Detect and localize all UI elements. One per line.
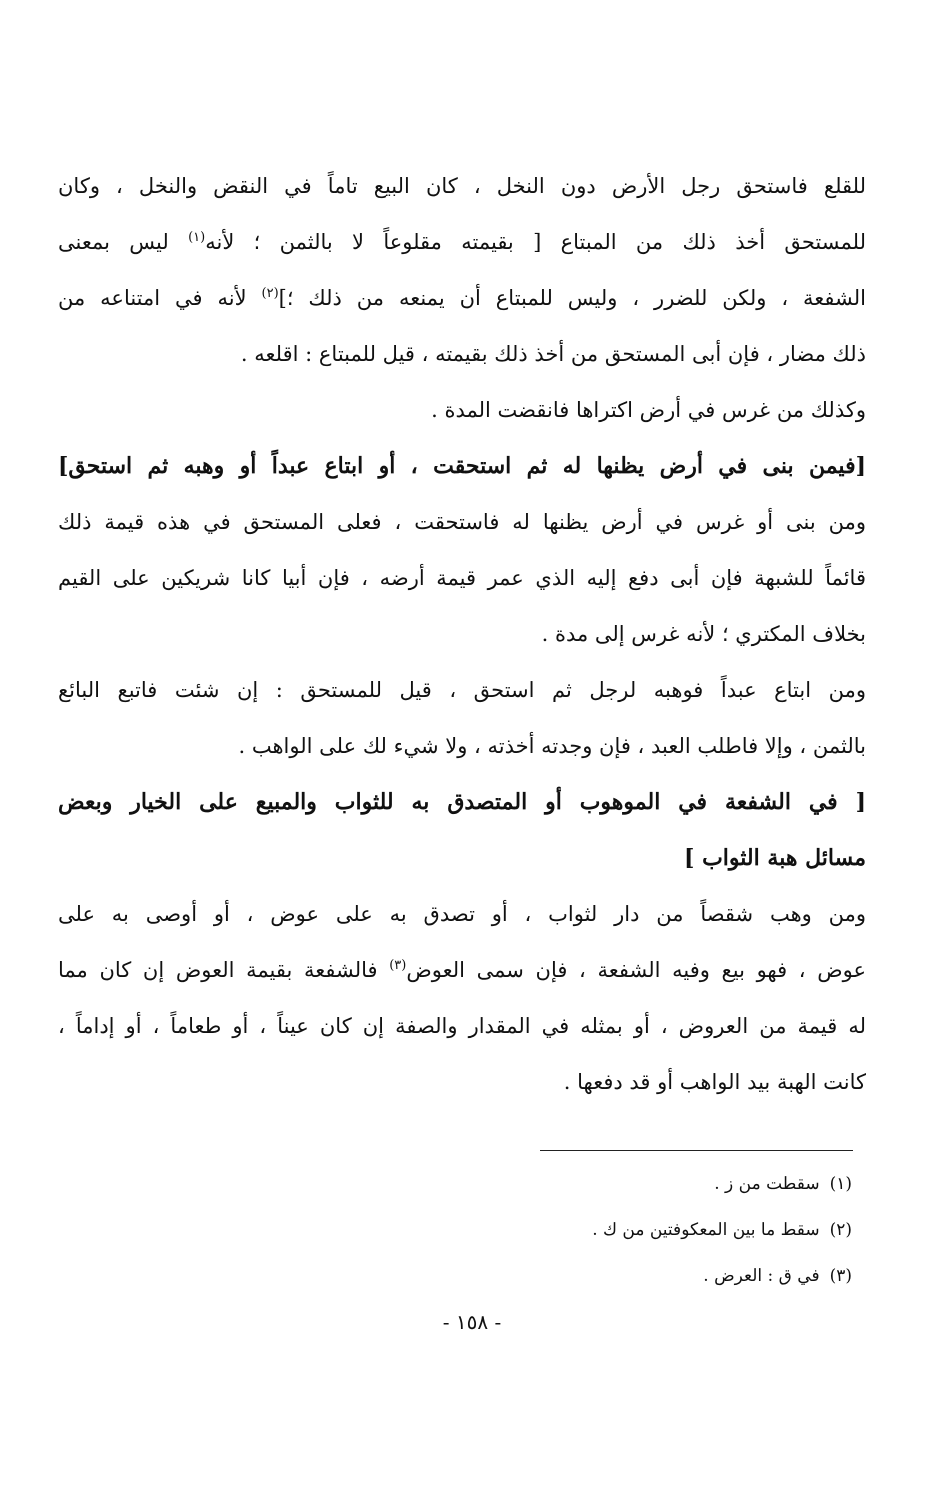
footnote-reference: (٣) [389, 958, 407, 973]
footnote [592, 1170, 852, 1216]
line-text: ومن ابتاع عبداً فوهبه لرجل ثم استحق ، قيل للمستحق : إن شئت فاتبع البائع [58, 678, 866, 702]
footnote-text: سقط ما بين المعكوفتين من ك . [592, 1220, 820, 1240]
line-text: له قيمة من العروض ، أو بمثله في المقدار والصفة إن كان عيناً ، أو طعاماً ، أو إداماً ، [58, 1014, 866, 1038]
line-text: للمستحق أخذ ذلك من المبتاع [ بقيمته مقلوعاً لا بالثمن ؛ لأنه [205, 230, 866, 254]
body-line [58, 158, 866, 214]
footnote-reference: (١) [188, 230, 206, 245]
footnote-number: (١) [829, 1174, 852, 1194]
footnotes [592, 1170, 852, 1308]
page-number: - ١٥٨ - [442, 1310, 502, 1334]
line-text: ومن بنى أو غرس في أرض يظنها له فاستحقت ، فعلى المستحق في هذه قيمة ذلك [58, 510, 866, 534]
line-text: للقلع فاستحق رجل الأرض دون النخل ، كان البيع تاماً في النقض والنخل ، وكان [58, 174, 866, 198]
body-line [58, 382, 866, 438]
line-text: كانت الهبة بيد الواهب أو قد دفعها . [563, 1070, 866, 1094]
footnote [592, 1216, 852, 1262]
body-line [58, 886, 866, 942]
line-text: وكذلك من غرس في أرض اكتراها فانقضت المدة . [431, 398, 866, 422]
line-text: عوض ، فهو بيع وفيه الشفعة ، فإن سمى العوض [406, 958, 866, 982]
body-line [58, 998, 866, 1054]
section-heading-line [58, 830, 866, 886]
footnote-reference: (٢) [261, 286, 279, 301]
body-line [58, 718, 866, 774]
body-line [58, 214, 866, 270]
section-heading-line [58, 438, 866, 494]
line-text: بخلاف المكتري ؛ لأنه غرس إلى مدة . [541, 622, 866, 646]
line-text-continued: لأنه في امتناعه من [58, 286, 262, 310]
body-text [58, 158, 866, 1110]
body-line [58, 494, 866, 550]
line-text: [فيمن بنى في أرض يظنها له ثم استحقت ، أو ابتاع عبداً أو وهبه ثم استحق] [58, 453, 866, 479]
body-line [58, 942, 866, 998]
footnote [592, 1262, 852, 1308]
line-text: قائماً للشبهة فإن أبى دفع إليه الذي عمر قيمة أرضه ، فإن أبيا كانا شريكين على القيم [58, 566, 866, 590]
body-line [58, 326, 866, 382]
line-text: [ في الشفعة في الموهوب أو المتصدق به للثواب والمبيع على الخيار وبعض [58, 789, 866, 815]
section-heading-line [58, 774, 866, 830]
footnote-number: (٣) [829, 1266, 852, 1286]
line-text: مسائل هبة الثواب ] [684, 845, 866, 871]
line-text-continued: ليس بمعنى [58, 230, 189, 254]
body-line [58, 606, 866, 662]
line-text: الشفعة ، ولكن للضرر ، وليس للمبتاع أن يمنعه من ذلك ؛] [278, 286, 866, 310]
line-text: ذلك مضار ، فإن أبى المستحق من أخذ ذلك بقيمته ، قيل للمبتاع : اقلعه . [240, 342, 866, 366]
footnote-text: سقطت من ز . [714, 1174, 820, 1194]
body-line [58, 550, 866, 606]
footnote-text: في ق : العرض . [703, 1266, 820, 1286]
footnote-number: (٢) [829, 1220, 852, 1240]
body-line [58, 270, 866, 326]
body-line [58, 662, 866, 718]
line-text-continued: فالشفعة بقيمة العوض إن كان مما [58, 958, 390, 982]
line-text: بالثمن ، وإلا فاطلب العبد ، فإن وجدته أخذته ، ولا شيء لك على الواهب . [238, 734, 866, 758]
footnote-separator [540, 1150, 853, 1151]
line-text: ومن وهب شقصاً من دار لثواب ، أو تصدق به على عوض ، أو أوصى به على [58, 902, 866, 926]
body-line [58, 1054, 866, 1110]
